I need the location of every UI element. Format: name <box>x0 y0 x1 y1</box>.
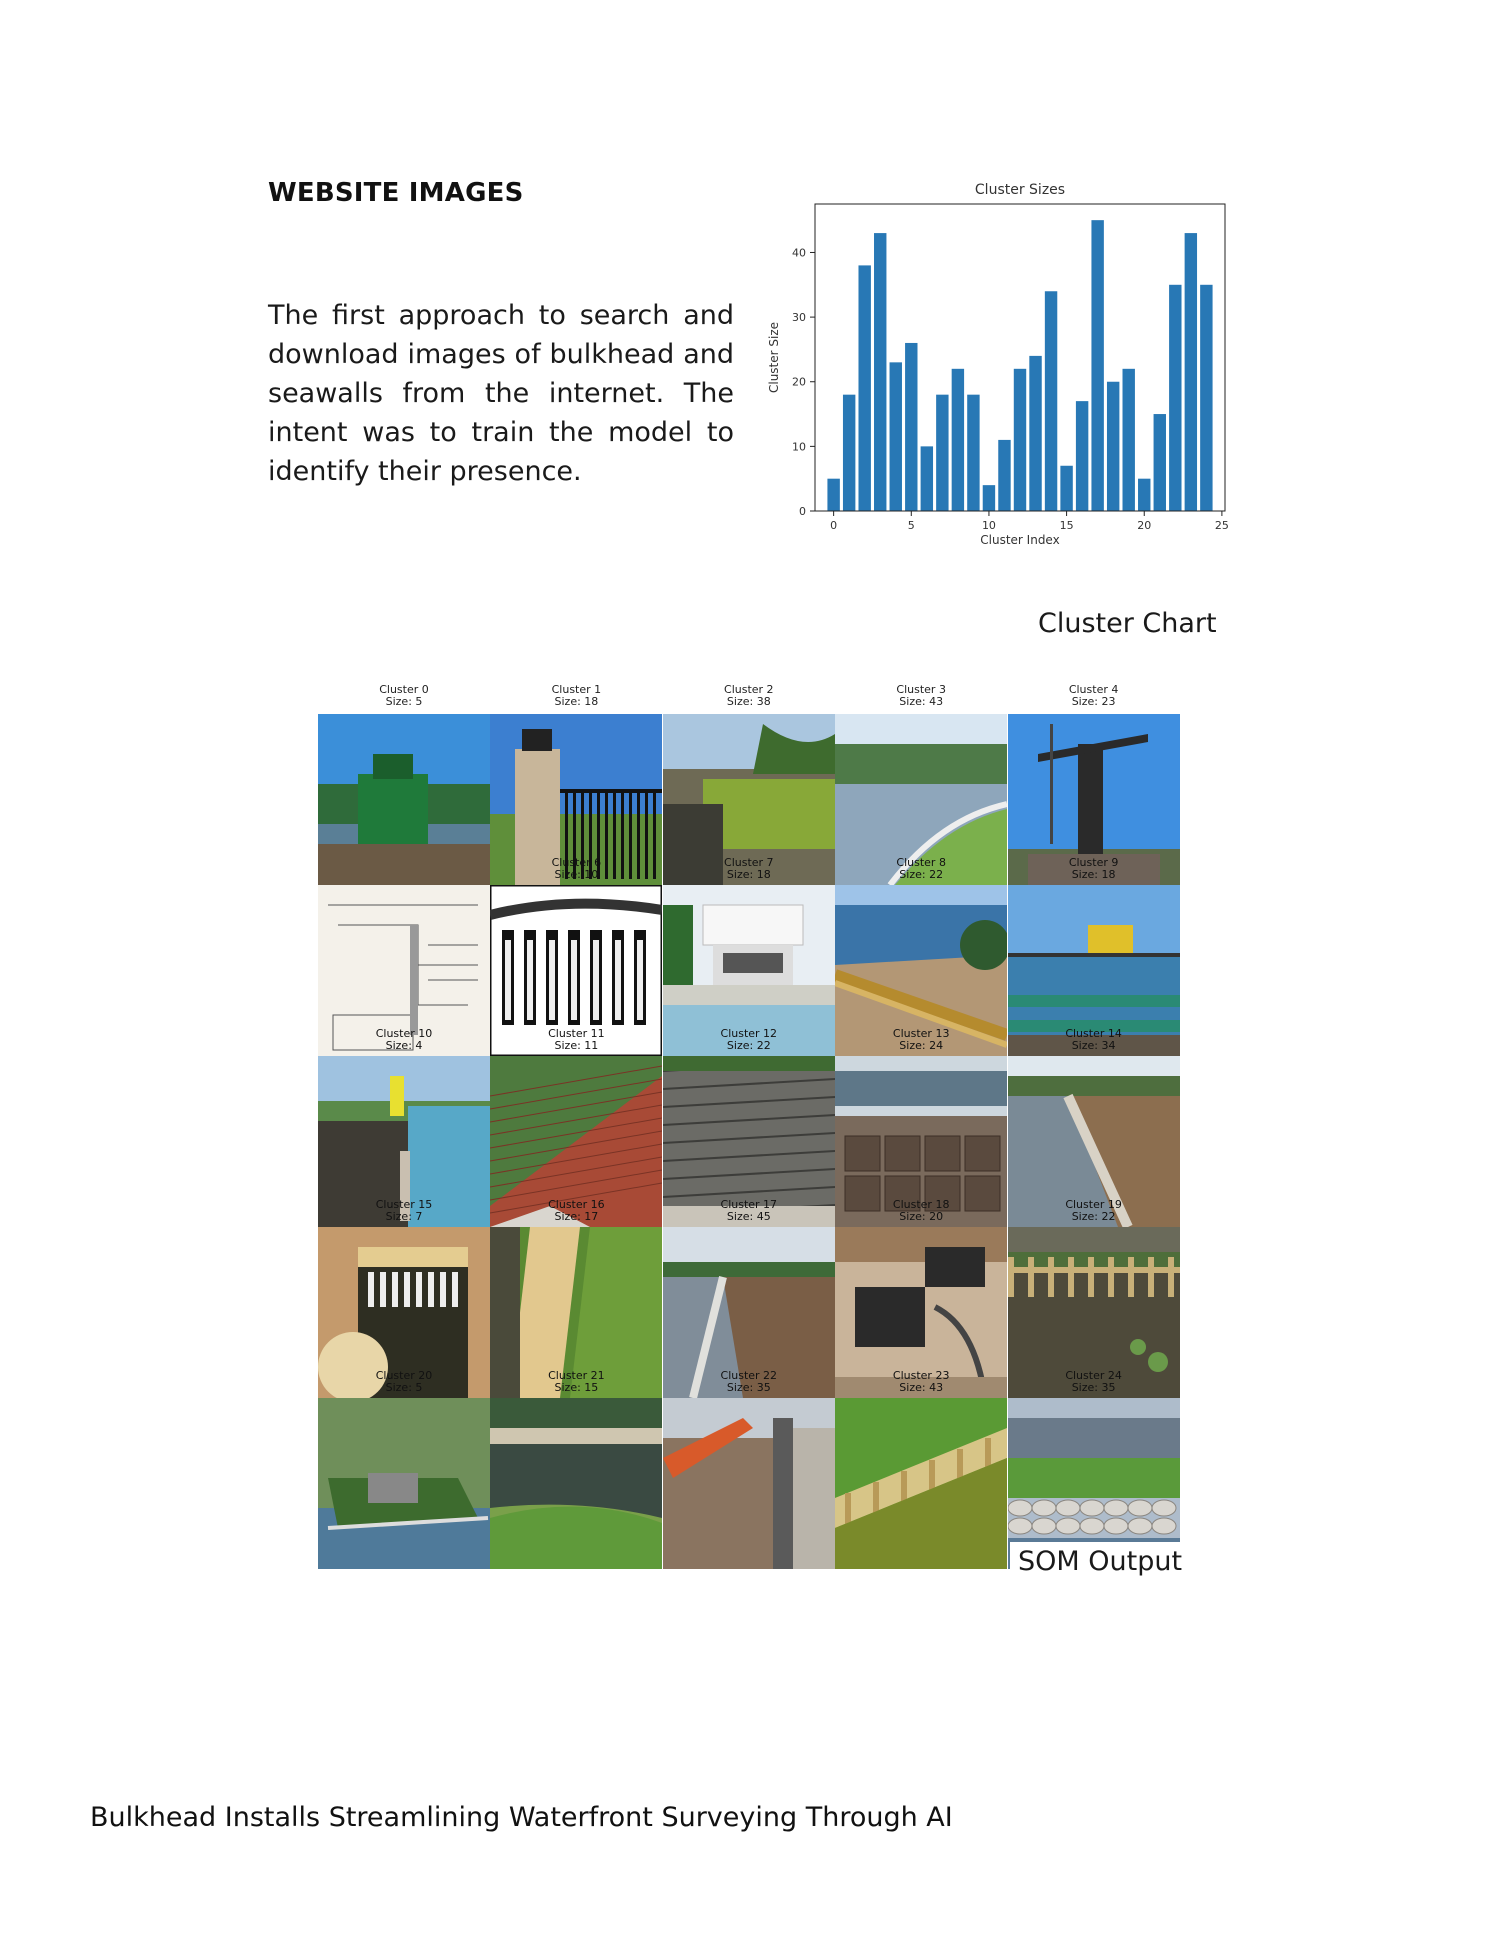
section-heading: WEBSITE IMAGES <box>268 178 524 208</box>
tile-cluster-name: Cluster 15 <box>375 1198 433 1211</box>
tile-cluster-size: Size: 15 <box>554 1381 599 1394</box>
column-header-cluster: Cluster 0 <box>379 683 429 696</box>
tile-cluster-label <box>318 1199 490 1223</box>
column-header-size: Size: 43 <box>899 695 944 708</box>
som-tile <box>835 885 1007 1056</box>
tile-image <box>835 1398 1007 1569</box>
tile-cluster-size: Size: 18 <box>726 868 771 881</box>
tile-cluster-size: Size: 45 <box>726 1210 771 1223</box>
tile-cluster-size: Size: 43 <box>899 1381 944 1394</box>
tile-cluster-label <box>490 857 662 881</box>
som-tile <box>490 885 662 1056</box>
bar-cluster-13 <box>1029 356 1041 511</box>
bar-cluster-4 <box>890 362 902 511</box>
tile-cluster-size: Size: 7 <box>385 1210 423 1223</box>
som-tile <box>1008 1227 1180 1398</box>
cluster-sizes-chart <box>760 176 1240 556</box>
som-column-header <box>835 684 1007 708</box>
bar-cluster-9 <box>967 395 979 511</box>
column-header-cluster: Cluster 4 <box>1068 683 1119 696</box>
som-tile <box>318 1056 490 1227</box>
chart-title: Cluster Sizes <box>974 182 1066 198</box>
som-tile <box>663 885 835 1056</box>
bar-cluster-14 <box>1045 291 1057 511</box>
tile-cluster-label <box>835 1028 1007 1052</box>
bar-cluster-19 <box>1123 369 1135 511</box>
tile-cluster-label <box>835 1199 1007 1223</box>
column-header-cluster: Cluster 3 <box>896 683 946 696</box>
som-tile <box>490 1056 662 1227</box>
y-tick-label: 40 <box>792 246 806 260</box>
som-tile <box>1008 885 1180 1056</box>
tile-cluster-name: Cluster 19 <box>1065 1198 1122 1211</box>
column-header-cluster: Cluster 2 <box>724 683 774 696</box>
tile-cluster-label <box>1008 1199 1180 1223</box>
tile-cluster-name: Cluster 11 <box>548 1027 605 1040</box>
bar-cluster-6 <box>921 446 933 511</box>
tile-cluster-label <box>663 1199 835 1223</box>
tile-cluster-name: Cluster 6 <box>551 856 602 869</box>
som-tile <box>835 1227 1007 1398</box>
x-axis-label: Cluster Index <box>980 533 1060 547</box>
tile-image <box>490 1398 662 1569</box>
tile-cluster-size: Size: 24 <box>899 1039 944 1052</box>
tile-cluster-size: Size: 34 <box>1071 1039 1116 1052</box>
bar-cluster-8 <box>952 369 964 511</box>
y-tick-label: 0 <box>799 505 806 518</box>
tile-cluster-size: Size: 22 <box>899 868 944 881</box>
tile-cluster-name: Cluster 21 <box>548 1369 605 1382</box>
som-tile <box>490 714 662 885</box>
y-axis-label: Cluster Size <box>767 321 781 394</box>
tile-cluster-name: Cluster 8 <box>896 856 946 869</box>
tile-cluster-size: Size: 20 <box>899 1210 944 1223</box>
bar-cluster-10 <box>983 485 995 511</box>
tile-cluster-size: Size: 17 <box>554 1210 599 1223</box>
bar-cluster-18 <box>1107 382 1119 511</box>
column-header-size: Size: 5 <box>385 695 423 708</box>
tile-cluster-label <box>663 1370 835 1394</box>
bar-cluster-16 <box>1076 401 1088 511</box>
som-tile <box>663 714 835 885</box>
som-column-header <box>318 684 490 708</box>
tile-image <box>318 714 490 885</box>
bar-cluster-15 <box>1060 466 1072 511</box>
tile-cluster-name: Cluster 12 <box>720 1027 778 1040</box>
tile-cluster-label <box>1008 1028 1180 1052</box>
tile-cluster-name: Cluster 23 <box>892 1369 950 1382</box>
bar-cluster-11 <box>998 440 1010 511</box>
column-header-cluster: Cluster 1 <box>551 683 602 696</box>
x-tick-label: 0 <box>830 519 838 532</box>
som-tile <box>490 1398 662 1569</box>
som-tile <box>663 1227 835 1398</box>
column-header-size: Size: 23 <box>1071 695 1116 708</box>
bar-cluster-22 <box>1169 285 1181 511</box>
tile-cluster-size: Size: 22 <box>726 1039 771 1052</box>
bar-cluster-21 <box>1154 414 1166 511</box>
tile-cluster-size: Size: 4 <box>385 1039 423 1052</box>
bar-cluster-12 <box>1014 369 1026 511</box>
bar-cluster-24 <box>1200 285 1212 511</box>
som-tile <box>835 714 1007 885</box>
tile-cluster-label <box>318 1028 490 1052</box>
tile-cluster-name: Cluster 10 <box>375 1027 433 1040</box>
tile-cluster-label <box>490 1199 662 1223</box>
tile-cluster-size: Size: 35 <box>1071 1381 1116 1394</box>
bar-cluster-20 <box>1138 479 1150 511</box>
som-tile <box>663 1056 835 1227</box>
tile-cluster-name: Cluster 17 <box>720 1198 778 1211</box>
document-footer-title: Bulkhead Installs Streamlining Waterfront Surveying Through AI <box>90 1802 953 1833</box>
x-tick-label: 20 <box>1137 519 1152 532</box>
tile-cluster-name: Cluster 16 <box>548 1198 605 1211</box>
x-tick-label: 25 <box>1214 519 1229 532</box>
som-tile <box>835 1056 1007 1227</box>
tile-cluster-label <box>1008 1370 1180 1394</box>
som-tile <box>318 714 490 885</box>
bar-cluster-7 <box>936 395 948 511</box>
y-tick-label: 20 <box>792 375 806 389</box>
x-tick-label: 15 <box>1059 519 1074 532</box>
tile-cluster-label <box>490 1028 662 1052</box>
som-tile <box>318 885 490 1056</box>
bar-cluster-0 <box>827 479 839 511</box>
som-tile <box>490 1227 662 1398</box>
tile-cluster-name: Cluster 9 <box>1068 856 1119 869</box>
bar-cluster-23 <box>1185 233 1197 511</box>
bar-cluster-1 <box>843 395 855 511</box>
tile-cluster-label <box>1008 857 1180 881</box>
bar-cluster-17 <box>1091 220 1103 511</box>
som-column-header <box>663 684 835 708</box>
som-column-header <box>1008 684 1180 708</box>
tile-cluster-label <box>490 1370 662 1394</box>
y-tick-label: 10 <box>792 440 806 454</box>
column-header-size: Size: 18 <box>554 695 599 708</box>
som-tile <box>835 1398 1007 1569</box>
tile-cluster-name: Cluster 22 <box>720 1369 778 1382</box>
tile-cluster-name: Cluster 18 <box>892 1198 950 1211</box>
tile-image <box>663 1398 835 1569</box>
tile-cluster-size: Size: 35 <box>726 1381 771 1394</box>
tile-cluster-name: Cluster 14 <box>1065 1027 1122 1040</box>
tile-cluster-size: Size: 18 <box>1071 868 1116 881</box>
tile-cluster-size: Size: 11 <box>554 1039 599 1052</box>
tile-cluster-name: Cluster 7 <box>724 856 774 869</box>
tile-cluster-label <box>835 1370 1007 1394</box>
tile-image <box>318 1398 490 1569</box>
column-header-size: Size: 38 <box>726 695 771 708</box>
tile-cluster-name: Cluster 13 <box>892 1027 950 1040</box>
som-tile <box>663 1398 835 1569</box>
bar-cluster-2 <box>858 265 870 511</box>
bar-cluster-3 <box>874 233 886 511</box>
y-tick-label: 30 <box>792 311 806 325</box>
intro-paragraph: The first approach to search and download images of bulkhead and seawalls from the internet. The intent was to train the model to identify their presence. <box>268 300 734 487</box>
som-tile <box>1008 1056 1180 1227</box>
x-tick-label: 10 <box>981 519 996 532</box>
som-output-grid <box>318 714 1180 1569</box>
som-output-caption: SOM Output <box>1010 1542 1190 1581</box>
tile-cluster-name: Cluster 20 <box>375 1369 433 1382</box>
tile-cluster-size: Size: 10 <box>554 868 599 881</box>
tile-cluster-label <box>663 1028 835 1052</box>
tile-cluster-label <box>663 857 835 881</box>
tile-cluster-name: Cluster 24 <box>1065 1369 1122 1382</box>
som-tile <box>318 1227 490 1398</box>
bar-cluster-5 <box>905 343 917 511</box>
tile-cluster-label <box>835 857 1007 881</box>
som-tile <box>318 1398 490 1569</box>
x-tick-label: 5 <box>907 519 915 532</box>
tile-cluster-size: Size: 22 <box>1071 1210 1116 1223</box>
som-column-header <box>490 684 662 708</box>
cluster-chart-caption: Cluster Chart <box>1038 608 1217 639</box>
tile-cluster-label <box>318 1370 490 1394</box>
som-tile <box>1008 714 1180 885</box>
tile-cluster-size: Size: 5 <box>385 1381 423 1394</box>
